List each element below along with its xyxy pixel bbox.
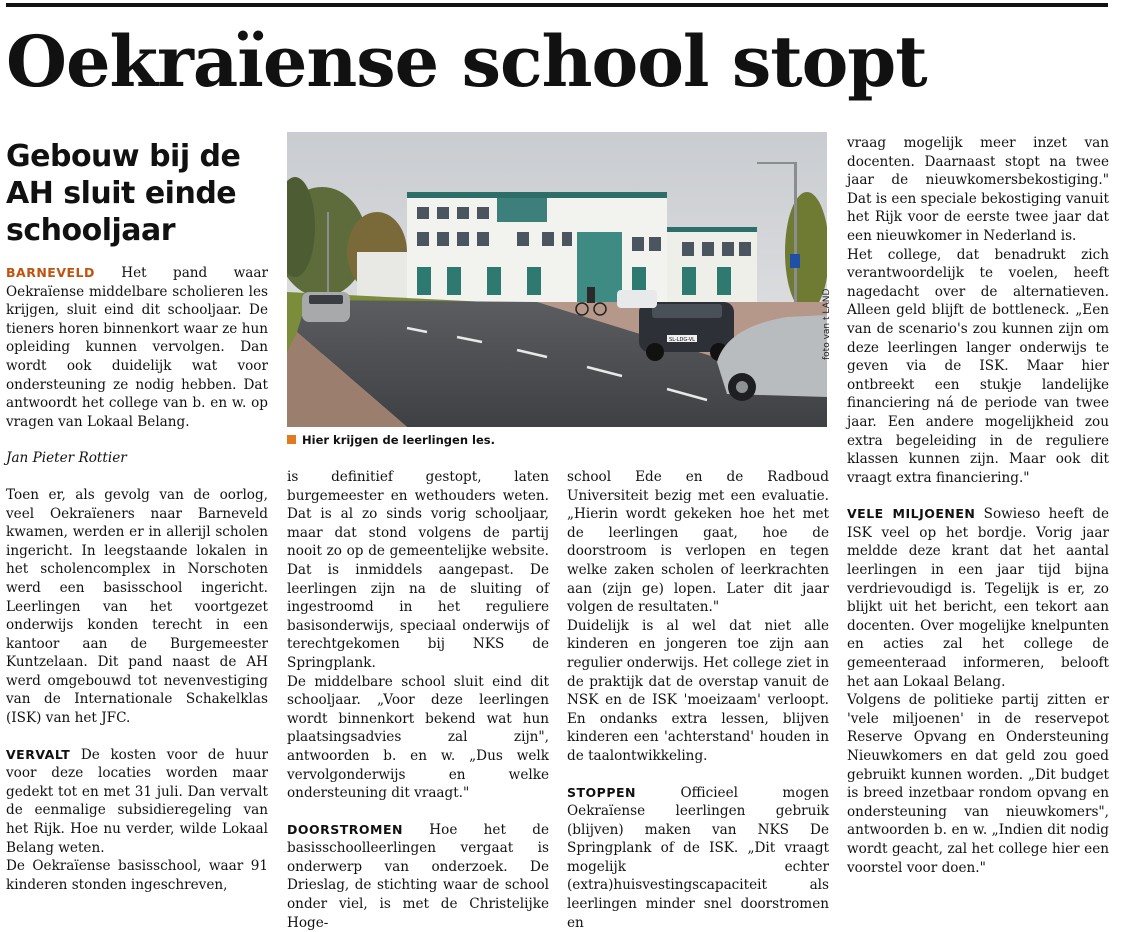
body-paragraph: Toen er, als gevolg van de oorlog, veel Oekraïeners naar Barneveld kwamen, werden er in allerijl scholen ingericht. In leegstaande lokalen in het scholencomplex in Norschoten werd een basisschool ingericht. Leerlingen van het voortgezet onderwijs konden terecht in een kantoor aan de Burgemeester Kuntzelaan. Dit pand naast de AH werd omgebouwd tot nevenvestiging van de Internationale Schakelklas (ISK) van het JFC. — [6, 486, 268, 728]
miljoenen-text: Sowieso heeft de ISK veel op het bordje. Vorig jaar meldde deze krant dat het aantal leerlingen in een jaar tijd bijna verdrievoudigd is. Tegelijk is er, zo blijkt uit het bericht, een tekort aan docenten. Over mogelijke knelpunten en acties zal het college de gemeenteraad informeren, belooft het aan Lokaal Belang. — [847, 506, 1109, 689]
doorstromen-paragraph — [287, 821, 549, 932]
doorstromen-kicker: DOORSTROMEN — [287, 822, 403, 837]
body-paragraph: De middelbare school sluit eind dit schooljaar. „Voor deze leerlingen wordt binnenkort bekend wat hun plaatsingsadvies zal zijn", antwoorden b. en w. „Dus welk vervolgonderwijs en welke ondersteuning dit vraagt." — [287, 673, 549, 803]
byline: Jan Pieter Rottier — [6, 449, 268, 468]
headline: Oekraïense school stopt — [6, 14, 927, 109]
column-3 — [567, 468, 829, 932]
article-photo — [287, 132, 827, 427]
miljoenen-paragraph — [847, 505, 1109, 691]
stoppen-text: Officieel mogen Oekraïense leerlingen gebruik (blijven) maken van NKS De Springplank of de ISK. „Dit vraagt mogelijk echter (extra)huisvestingscapaciteit als leerlingen minder snel doorstromen en — [567, 785, 829, 931]
license-plate: SL-LDG-VL — [669, 337, 695, 343]
body-paragraph: vraag mogelijk meer inzet van docenten. Daarnaast stopt na twee jaar de nieuwkomersbekostiging." Dat is een speciale bekostiging vanuit het Rijk voor de eerste twee jaar dat een nieuwkomer in Nederland is. — [847, 134, 1109, 246]
column-1 — [6, 264, 268, 894]
vervalt-paragraph — [6, 746, 268, 858]
vervalt-kicker: VERVALT — [6, 747, 70, 762]
miljoenen-kicker: VELE MILJOENEN — [847, 506, 975, 521]
body-paragraph: is definitief gestopt, laten burgemeester en wethouders weten. Dat is al zo sinds vorig schooljaar, maar dat stond volgens de partij nooit zo op de gemeentelijke website. Dat is inmiddels aangepast. De leerlingen zijn na de sluiting of ingestroomd in het reguliere basisonderwijs, speciaal onderwijs of terechtgekomen bij NKS de Springplank. — [287, 468, 549, 673]
body-paragraph: De Oekraïense basisschool, waar 91 kinderen stonden ingeschreven, — [6, 857, 268, 894]
body-paragraph: Volgens de politieke partij zitten er 'vele miljoenen' in de reservepot Reserve Opvang en Ondersteuning Nieuwkomers en dat geld zou goed gebruikt kunnen worden. „Dit budget is breed inzetbaar rondom opvang en ondersteuning van nieuwkomers", antwoorden b. en w. „Indien dit nodig wordt geacht, zal het college hier een voorstel voor doen." — [847, 691, 1109, 877]
subhead: Gebouw bij de AH sluit einde schooljaar — [6, 138, 276, 249]
doorstromen-text: Hoe het de basisschoolleerlingen vergaat is onderwerp van onderzoek. De Drieslag, de stichting waar de school onder viel, is met de Christelijke Hoge- — [287, 822, 549, 931]
column-2 — [287, 468, 549, 932]
lead-paragraph — [6, 264, 268, 431]
body-paragraph: school Ede en de Radboud Universiteit bezig met een evaluatie. „Hierin wordt gekeken hoe het met de leerlingen gaat, hoe de doorstroom is verlopen en tegen welke zaken scholen of leerkrachten aan (zijn ge) lopen. Later dit jaar volgen de resultaten." — [567, 468, 829, 617]
column-4 — [847, 134, 1109, 877]
photo-caption — [287, 433, 495, 447]
top-rule — [6, 3, 1108, 7]
lead-kicker: BARNEVELD — [6, 265, 95, 280]
caption-text: Hier krijgen de leerlingen les. — [302, 433, 495, 447]
vervalt-text: De kosten voor de huur voor deze locaties worden maar gedekt tot en met 31 juli. Dan vervalt de eenmalige subsidieregeling van het Rijk. Hoe nu verder, wilde Lokaal Belang weten. — [6, 747, 268, 856]
photo-credit: foto van t LAND — [822, 289, 832, 360]
caption-marker-icon — [287, 435, 296, 444]
body-paragraph: Duidelijk is al wel dat niet alle kinderen en jongeren toe zijn aan regulier onderwijs. Het college ziet in de praktijk dat de overstap vanuit de NSK en de ISK 'moeizaam' verloopt. En ondanks extra lessen, blijven kinderen een 'achterstand' houden in de taalontwikkeling. — [567, 617, 829, 766]
lead-text: Het pand waar Oekraïense middelbare scholieren les krijgen, sluit eind dit schooljaar. De tieners horen binnenkort waar ze hun opleiding kunnen vervolgen. Dan wordt ook duidelijk wat voor ondersteuning ze nodig hebben. Dat antwoordt het college van b. en w. op vragen van Lokaal Belang. — [6, 265, 268, 430]
school-building-photo — [287, 132, 827, 427]
stoppen-kicker: STOPPEN — [567, 785, 636, 800]
stoppen-paragraph — [567, 784, 829, 932]
body-paragraph: Het college, dat benadrukt zich verantwoordelijk te voelen, heeft nagedacht over de alternatieven. Alleen geld blijft de bottleneck. „Een van de scenario's zou kunnen zijn om deze leerlingen langer onderwijs te geven via de ISK. Maar hier ontbreekt een stukje landelijke financiering ná de periode van twee jaar. Een andere mogelijkheid zou extra begeleiding in de reguliere klassen kunnen zijn. Maar ook dit vraagt extra financiering." — [847, 246, 1109, 488]
